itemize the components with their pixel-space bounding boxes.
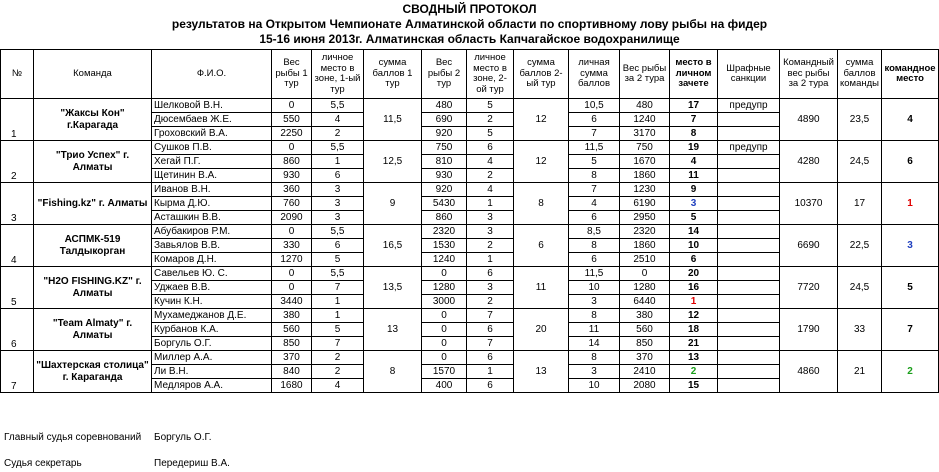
zone-place-round-1: 7 xyxy=(312,281,364,295)
weight-total: 1860 xyxy=(620,239,670,253)
weight-round-2: 0 xyxy=(422,337,467,351)
zone-place-round-1: 5,5 xyxy=(312,267,364,281)
weight-total: 2510 xyxy=(620,253,670,267)
personal-score-sum: 4 xyxy=(569,197,620,211)
weight-total: 6190 xyxy=(620,197,670,211)
weight-round-2: 2320 xyxy=(422,225,467,239)
score-sum-round-1: 16,5 xyxy=(364,225,422,267)
weight-total: 1230 xyxy=(620,183,670,197)
zone-place-round-1: 5 xyxy=(312,323,364,337)
header-score-sum-2: сумма баллов 2-ый тур xyxy=(514,50,569,99)
penalty xyxy=(718,211,780,225)
personal-place: 10 xyxy=(670,239,718,253)
angler-name: Ли В.Н. xyxy=(152,365,272,379)
weight-round-2: 860 xyxy=(422,211,467,225)
penalty xyxy=(718,113,780,127)
weight-total: 1280 xyxy=(620,281,670,295)
team-number: 1 xyxy=(1,99,34,141)
header-weight-2: Вес рыбы 2 тур xyxy=(422,50,467,99)
weight-round-2: 1280 xyxy=(422,281,467,295)
header-team-place: командное место xyxy=(882,50,939,99)
weight-round-2: 1240 xyxy=(422,253,467,267)
weight-round-1: 380 xyxy=(272,309,312,323)
penalty: предупр xyxy=(718,141,780,155)
personal-score-sum: 11,5 xyxy=(569,141,620,155)
angler-name: Боргуль О.Г. xyxy=(152,337,272,351)
zone-place-round-1: 6 xyxy=(312,239,364,253)
weight-round-1: 1680 xyxy=(272,379,312,393)
zone-place-round-2: 6 xyxy=(467,351,514,365)
weight-round-1: 850 xyxy=(272,337,312,351)
weight-total: 1240 xyxy=(620,113,670,127)
angler-name: Завьялов В.В. xyxy=(152,239,272,253)
weight-round-2: 920 xyxy=(422,127,467,141)
angler-name: Шелковой В.Н. xyxy=(152,99,272,113)
score-sum-round-2: 6 xyxy=(514,225,569,267)
weight-round-2: 1570 xyxy=(422,365,467,379)
angler-name: Медляров А.А. xyxy=(152,379,272,393)
table-row xyxy=(1,225,939,239)
document-subtitle: результатов на Открытом Чемпионате Алматинской области по спортивному лову рыбы на фидер xyxy=(171,17,768,31)
score-sum-round-2: 13 xyxy=(514,351,569,393)
team-weight: 4280 xyxy=(780,141,838,183)
team-weight: 10370 xyxy=(780,183,838,225)
weight-round-1: 930 xyxy=(272,169,312,183)
zone-place-round-1: 5,5 xyxy=(312,141,364,155)
secretary-line xyxy=(4,458,404,472)
team-place: 5 xyxy=(882,267,939,309)
weight-total: 2950 xyxy=(620,211,670,225)
angler-name: Щетинин В.А. xyxy=(152,169,272,183)
team-name: "Team Almaty" г. Алматы xyxy=(34,309,152,351)
secretary-name: Передериш В.А. xyxy=(154,458,230,469)
team-score: 17 xyxy=(838,183,882,225)
zone-place-round-1: 3 xyxy=(312,197,364,211)
penalty xyxy=(718,127,780,141)
zone-place-round-2: 3 xyxy=(467,211,514,225)
zone-place-round-1: 5 xyxy=(312,253,364,267)
zone-place-round-2: 2 xyxy=(467,169,514,183)
score-sum-round-2: 12 xyxy=(514,99,569,141)
weight-total: 1670 xyxy=(620,155,670,169)
weight-total: 370 xyxy=(620,351,670,365)
penalty xyxy=(718,183,780,197)
team-place: 1 xyxy=(882,183,939,225)
personal-score-sum: 8 xyxy=(569,351,620,365)
personal-place: 7 xyxy=(670,113,718,127)
weight-round-1: 760 xyxy=(272,197,312,211)
weight-round-2: 480 xyxy=(422,99,467,113)
weight-round-1: 370 xyxy=(272,351,312,365)
weight-round-1: 550 xyxy=(272,113,312,127)
personal-place: 12 xyxy=(670,309,718,323)
angler-name: Комаров Д.Н. xyxy=(152,253,272,267)
penalty xyxy=(718,169,780,183)
personal-score-sum: 3 xyxy=(569,365,620,379)
header-weight-total: Вес рыбы за 2 тура xyxy=(620,50,670,99)
weight-total: 480 xyxy=(620,99,670,113)
personal-score-sum: 7 xyxy=(569,183,620,197)
weight-total: 1860 xyxy=(620,169,670,183)
personal-score-sum: 11,5 xyxy=(569,267,620,281)
weight-round-2: 0 xyxy=(422,351,467,365)
zone-place-round-2: 6 xyxy=(467,267,514,281)
weight-round-2: 3000 xyxy=(422,295,467,309)
weight-total: 3170 xyxy=(620,127,670,141)
header-personal-sum: личная сумма баллов xyxy=(569,50,620,99)
team-weight: 4860 xyxy=(780,351,838,393)
weight-round-1: 2250 xyxy=(272,127,312,141)
team-place: 3 xyxy=(882,225,939,267)
header-weight-1: Вес рыбы 1 тур xyxy=(272,50,312,99)
team-place: 2 xyxy=(882,351,939,393)
score-sum-round-1: 13 xyxy=(364,309,422,351)
score-sum-round-1: 8 xyxy=(364,351,422,393)
team-score: 33 xyxy=(838,309,882,351)
weight-total: 0 xyxy=(620,267,670,281)
zone-place-round-2: 7 xyxy=(467,309,514,323)
chief-judge-line xyxy=(4,432,404,446)
personal-score-sum: 14 xyxy=(569,337,620,351)
results-table xyxy=(0,49,939,393)
zone-place-round-1: 7 xyxy=(312,337,364,351)
weight-round-1: 0 xyxy=(272,225,312,239)
table-row xyxy=(1,99,939,113)
angler-name: Сушков П.В. xyxy=(152,141,272,155)
penalty: предупр xyxy=(718,99,780,113)
team-number: 6 xyxy=(1,309,34,351)
weight-round-2: 690 xyxy=(422,113,467,127)
personal-score-sum: 10 xyxy=(569,281,620,295)
weight-total: 2080 xyxy=(620,379,670,393)
weight-round-2: 5430 xyxy=(422,197,467,211)
personal-score-sum: 11 xyxy=(569,323,620,337)
team-score: 22,5 xyxy=(838,225,882,267)
team-weight: 4890 xyxy=(780,99,838,141)
personal-place: 11 xyxy=(670,169,718,183)
zone-place-round-2: 5 xyxy=(467,99,514,113)
weight-round-2: 920 xyxy=(422,183,467,197)
angler-name: Савельев Ю. С. xyxy=(152,267,272,281)
angler-name: Хегай П.Г. xyxy=(152,155,272,169)
personal-score-sum: 8,5 xyxy=(569,225,620,239)
personal-place: 8 xyxy=(670,127,718,141)
penalty xyxy=(718,337,780,351)
personal-place: 18 xyxy=(670,323,718,337)
secretary-label: Судья секретарь xyxy=(4,458,82,469)
score-sum-round-1: 13,5 xyxy=(364,267,422,309)
personal-place: 3 xyxy=(670,197,718,211)
weight-total: 2320 xyxy=(620,225,670,239)
team-name: "H2O FISHING.KZ" г. Алматы xyxy=(34,267,152,309)
team-name: АСПМК-519 Талдыкорган xyxy=(34,225,152,267)
penalty xyxy=(718,295,780,309)
weight-total: 750 xyxy=(620,141,670,155)
zone-place-round-2: 1 xyxy=(467,253,514,267)
weight-round-1: 360 xyxy=(272,183,312,197)
penalty xyxy=(718,267,780,281)
header-row xyxy=(1,50,939,99)
weight-round-1: 840 xyxy=(272,365,312,379)
header-team-score: сумма баллов команды xyxy=(838,50,882,99)
header-zone-place-1: личное место в зоне, 1-ый тур xyxy=(312,50,364,99)
personal-place: 2 xyxy=(670,365,718,379)
personal-place: 19 xyxy=(670,141,718,155)
header-zone-place-2: личное место в зоне, 2-ой тур xyxy=(467,50,514,99)
weight-round-1: 2090 xyxy=(272,211,312,225)
personal-score-sum: 3 xyxy=(569,295,620,309)
header-penalties: Шрафные санкции xyxy=(718,50,780,99)
team-number: 5 xyxy=(1,267,34,309)
weight-round-1: 560 xyxy=(272,323,312,337)
header-score-sum-1: сумма баллов 1 тур xyxy=(364,50,422,99)
angler-name: Дюсембаев Ж.Е. xyxy=(152,113,272,127)
zone-place-round-1: 5,5 xyxy=(312,225,364,239)
score-sum-round-2: 12 xyxy=(514,141,569,183)
team-score: 24,5 xyxy=(838,141,882,183)
penalty xyxy=(718,323,780,337)
team-place: 6 xyxy=(882,141,939,183)
team-weight: 6690 xyxy=(780,225,838,267)
chief-judge-name: Боргуль О.Г. xyxy=(154,432,212,443)
weight-total: 6440 xyxy=(620,295,670,309)
zone-place-round-2: 2 xyxy=(467,113,514,127)
score-sum-round-2: 20 xyxy=(514,309,569,351)
zone-place-round-2: 3 xyxy=(467,225,514,239)
personal-score-sum: 10 xyxy=(569,379,620,393)
penalty xyxy=(718,351,780,365)
personal-score-sum: 6 xyxy=(569,211,620,225)
penalty xyxy=(718,155,780,169)
weight-round-2: 1530 xyxy=(422,239,467,253)
zone-place-round-2: 6 xyxy=(467,323,514,337)
zone-place-round-1: 5,5 xyxy=(312,99,364,113)
team-number: 2 xyxy=(1,141,34,183)
personal-score-sum: 8 xyxy=(569,239,620,253)
angler-name: Гроховский В.А. xyxy=(152,127,272,141)
weight-round-1: 0 xyxy=(272,99,312,113)
angler-name: Курбанов К.А. xyxy=(152,323,272,337)
angler-name: Кырма Д.Ю. xyxy=(152,197,272,211)
weight-round-1: 1270 xyxy=(272,253,312,267)
personal-place: 5 xyxy=(670,211,718,225)
zone-place-round-1: 3 xyxy=(312,183,364,197)
weight-total: 850 xyxy=(620,337,670,351)
penalty xyxy=(718,239,780,253)
angler-name: Асташкин В.В. xyxy=(152,211,272,225)
personal-place: 1 xyxy=(670,295,718,309)
zone-place-round-1: 4 xyxy=(312,379,364,393)
weight-round-1: 330 xyxy=(272,239,312,253)
document-title: СВОДНЫЙ ПРОТОКОЛ xyxy=(402,2,537,16)
personal-score-sum: 8 xyxy=(569,169,620,183)
penalty xyxy=(718,309,780,323)
penalty xyxy=(718,197,780,211)
table-row xyxy=(1,351,939,365)
weight-round-2: 400 xyxy=(422,379,467,393)
zone-place-round-2: 2 xyxy=(467,295,514,309)
weight-round-1: 0 xyxy=(272,267,312,281)
personal-place: 9 xyxy=(670,183,718,197)
zone-place-round-1: 1 xyxy=(312,155,364,169)
penalty xyxy=(718,225,780,239)
penalty xyxy=(718,253,780,267)
zone-place-round-2: 3 xyxy=(467,281,514,295)
team-place: 7 xyxy=(882,309,939,351)
personal-place: 13 xyxy=(670,351,718,365)
zone-place-round-2: 1 xyxy=(467,365,514,379)
score-sum-round-2: 8 xyxy=(514,183,569,225)
event-date-place: 15-16 июня 2013г. Алматинская область Капчагайское водохранилище xyxy=(259,32,680,46)
zone-place-round-1: 1 xyxy=(312,295,364,309)
personal-score-sum: 5 xyxy=(569,155,620,169)
team-weight: 1790 xyxy=(780,309,838,351)
header-num: № xyxy=(1,50,34,99)
zone-place-round-2: 6 xyxy=(467,379,514,393)
team-place: 4 xyxy=(882,99,939,141)
team-name: "Шахтерская столица" г. Караганда xyxy=(34,351,152,393)
zone-place-round-1: 3 xyxy=(312,211,364,225)
personal-score-sum: 7 xyxy=(569,127,620,141)
score-sum-round-1: 11,5 xyxy=(364,99,422,141)
personal-score-sum: 8 xyxy=(569,309,620,323)
angler-name: Уджаев В.В. xyxy=(152,281,272,295)
chief-judge-label: Главный судья соревнований xyxy=(4,432,142,443)
zone-place-round-2: 4 xyxy=(467,155,514,169)
zone-place-round-2: 5 xyxy=(467,127,514,141)
zone-place-round-1: 1 xyxy=(312,309,364,323)
team-number: 7 xyxy=(1,351,34,393)
weight-round-2: 0 xyxy=(422,323,467,337)
header-team-weight: Командный вес рыбы за 2 тура xyxy=(780,50,838,99)
zone-place-round-2: 4 xyxy=(467,183,514,197)
angler-name: Иванов В.Н. xyxy=(152,183,272,197)
score-sum-round-1: 9 xyxy=(364,183,422,225)
weight-round-2: 0 xyxy=(422,267,467,281)
zone-place-round-2: 1 xyxy=(467,197,514,211)
angler-name: Кучин К.Н. xyxy=(152,295,272,309)
personal-place: 20 xyxy=(670,267,718,281)
angler-name: Абубакиров Р.М. xyxy=(152,225,272,239)
zone-place-round-2: 2 xyxy=(467,239,514,253)
document-header xyxy=(0,0,939,48)
penalty xyxy=(718,365,780,379)
weight-round-1: 0 xyxy=(272,281,312,295)
table-row xyxy=(1,267,939,281)
team-name: "Трио Успех" г. Алматы xyxy=(34,141,152,183)
weight-round-1: 3440 xyxy=(272,295,312,309)
score-sum-round-1: 12,5 xyxy=(364,141,422,183)
score-sum-round-2: 11 xyxy=(514,267,569,309)
personal-score-sum: 10,5 xyxy=(569,99,620,113)
team-name: "Fishing.kz" г. Алматы xyxy=(34,183,152,225)
weight-round-2: 0 xyxy=(422,309,467,323)
team-number: 4 xyxy=(1,225,34,267)
zone-place-round-1: 2 xyxy=(312,351,364,365)
penalty xyxy=(718,379,780,393)
zone-place-round-1: 2 xyxy=(312,127,364,141)
personal-score-sum: 6 xyxy=(569,113,620,127)
penalty xyxy=(718,281,780,295)
weight-round-2: 750 xyxy=(422,141,467,155)
team-score: 21 xyxy=(838,351,882,393)
weight-round-1: 0 xyxy=(272,141,312,155)
angler-name: Мухамеджанов Д.Е. xyxy=(152,309,272,323)
zone-place-round-2: 6 xyxy=(467,141,514,155)
team-score: 24,5 xyxy=(838,267,882,309)
table-row xyxy=(1,309,939,323)
team-score: 23,5 xyxy=(838,99,882,141)
personal-score-sum: 6 xyxy=(569,253,620,267)
weight-round-2: 930 xyxy=(422,169,467,183)
personal-place: 14 xyxy=(670,225,718,239)
personal-place: 21 xyxy=(670,337,718,351)
zone-place-round-1: 6 xyxy=(312,169,364,183)
zone-place-round-2: 7 xyxy=(467,337,514,351)
header-team: Команда xyxy=(34,50,152,99)
weight-total: 380 xyxy=(620,309,670,323)
team-number: 3 xyxy=(1,183,34,225)
personal-place: 4 xyxy=(670,155,718,169)
weight-round-2: 810 xyxy=(422,155,467,169)
team-weight: 7720 xyxy=(780,267,838,309)
weight-round-1: 860 xyxy=(272,155,312,169)
zone-place-round-1: 2 xyxy=(312,365,364,379)
zone-place-round-1: 4 xyxy=(312,113,364,127)
table-row xyxy=(1,141,939,155)
header-personal-place: место в личном зачете xyxy=(670,50,718,99)
weight-total: 2410 xyxy=(620,365,670,379)
team-name: "Жаксы Кон" г.Карагада xyxy=(34,99,152,141)
header-name: Ф.И.О. xyxy=(152,50,272,99)
personal-place: 17 xyxy=(670,99,718,113)
personal-place: 15 xyxy=(670,379,718,393)
table-row xyxy=(1,183,939,197)
personal-place: 6 xyxy=(670,253,718,267)
weight-total: 560 xyxy=(620,323,670,337)
angler-name: Миллер А.А. xyxy=(152,351,272,365)
personal-place: 16 xyxy=(670,281,718,295)
